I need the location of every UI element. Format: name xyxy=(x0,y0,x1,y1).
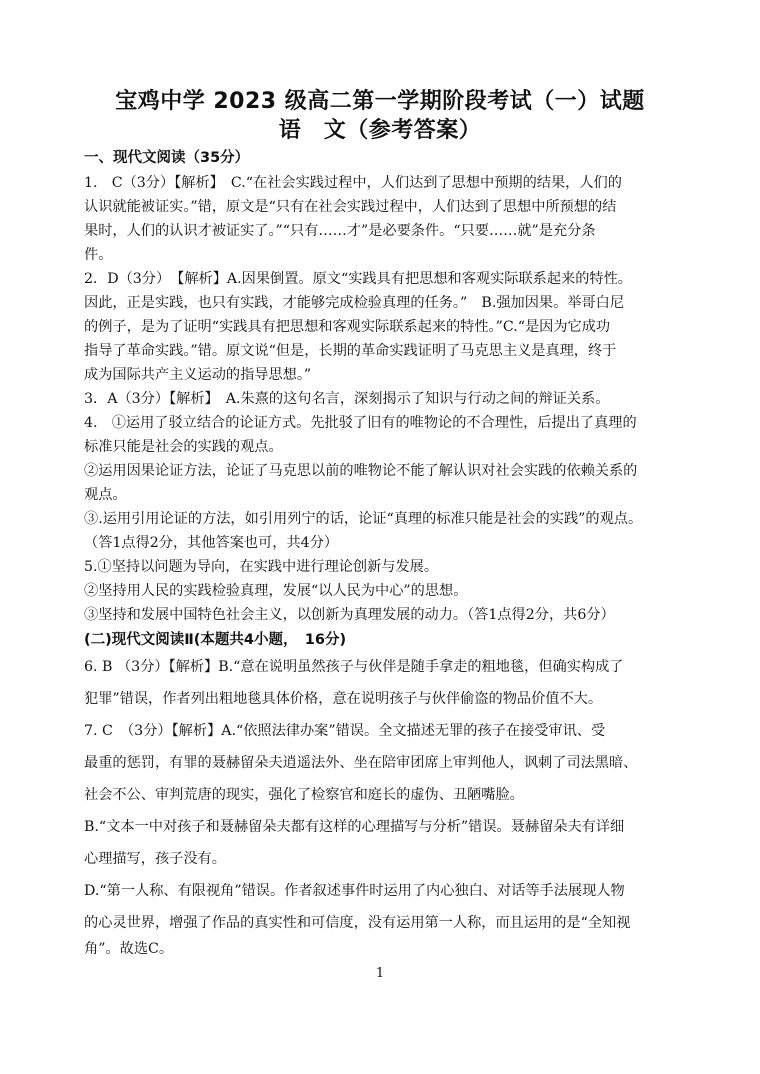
text-line: 指导了革命实践。”错。原文说“但是，长期的革命实践证明了马克思主义是真理，终于 xyxy=(84,343,617,359)
text-line: 成为国际共产主义运动的指导思想。” xyxy=(84,367,312,383)
document-title: 宝鸡中学 2023 级高二第一学期阶段考试（一）试题 xyxy=(115,89,645,114)
text-line: 最重的惩罚，有罪的聂赫留朵夫逍遥法外、坐在陪审团席上审判他人，讽刺了司法黑暗、 xyxy=(84,755,638,771)
section-heading: (二)现代文阅读Ⅱ(本题共4小题， 16分) xyxy=(84,632,347,648)
text-line: ②坚持用人民的实践检验真理，发展“以人民为中心”的思想。 xyxy=(84,583,468,599)
text-line: 犯罪”错误，作者列出粗地毯具体价格，意在说明孩子与伙伴偷盗的物品价值不大。 xyxy=(84,691,603,707)
text-line: ②运用因果论证方法，论证了马克思以前的唯物论不能了解认识对社会实践的依赖关系的 xyxy=(84,463,638,479)
page-number: 1 xyxy=(375,966,385,981)
text-line: 社会不公、审判荒唐的现实，强化了检察官和庭长的虚伪、丑陋嘴脸。 xyxy=(84,787,524,803)
text-line: D.“第一人称、有限视角”错误。作者叙述事件时运用了内心独白、对话等手法展现人物 xyxy=(84,883,625,899)
text-line: 标准只能是社会的实践的观点。 xyxy=(84,439,283,455)
text-line: ③坚持和发展中国特色社会主义，以创新为真理发展的动力。（答1点得2分，共6分） xyxy=(84,607,615,623)
text-line: （答1点得2分，其他答案也可，共4分） xyxy=(84,535,339,551)
text-line: 7. C （3分）【解析】A.“依照法律办案”错误。全文描述无罪的孩子在接受审讯、受 xyxy=(84,723,606,739)
text-line: 件。 xyxy=(84,247,113,263)
text-line: 4. ①运用了驳立结合的论证方式。先批驳了旧有的唯物论的不合理性，后提出了真理的 xyxy=(84,415,637,431)
text-line: ③.运用引用论证的方法，如引用列宁的话，论证“真理的标准只能是社会的实践”的观点。 xyxy=(84,511,643,527)
text-line: 的心灵世界，增强了作品的真实性和可信度，没有运用第一人称，而且运用的是“全知视 xyxy=(84,915,631,931)
text-line: 的例子，是为了证明“实践具有把思想和客观实际联系起来的特性。”C.“是因为它成功 xyxy=(84,319,611,335)
text-line: 认识就能被证实。”错，原文是“只有在社会实践过程中，人们达到了思想中所预想的结 xyxy=(84,199,617,215)
text-line: 观点。 xyxy=(84,487,127,503)
text-line: 3．A（3分）【解析】 A.朱熹的这句名言，深刻揭示了知识与行动之间的辩证关系。 xyxy=(84,391,610,407)
text-line: 1. C（3分）【解析】 C.“在社会实践过程中，人们达到了思想中预期的结果，人们的 xyxy=(84,175,622,191)
text-line: 5.①坚持以问题为导向，在实践中进行理论创新与发展。 xyxy=(84,559,439,575)
section-heading: 一、现代文阅读（35分） xyxy=(84,150,250,166)
text-line: 果时，人们的认识才被证实了。”“只有……才”是必要条件。“只要……就”是充分条 xyxy=(84,223,596,239)
text-line: 心理描写，孩子没有。 xyxy=(84,851,226,867)
text-line: 6. B （3分）【解析】B.“意在说明虽然孩子与伙伴是随手拿走的粗地毯，但确实构成了 xyxy=(84,659,624,675)
text-line: 因此，正是实践，也只有实践，才能够完成检验真理的任务。” B.强加因果。举哥白尼 xyxy=(84,295,625,311)
text-line: 2．D（3分） 【解析】A.因果倒置。原文“实践具有把思想和客观实际联系起来的特性。 xyxy=(84,271,632,287)
text-line: 角”。故选C。 xyxy=(84,941,174,957)
document-subtitle: 语 文（参考答案） xyxy=(278,118,482,143)
text-line: B.“文本一中对孩子和聂赫留朵夫都有这样的心理描写与分析”错误。聂赫留朵夫有详细 xyxy=(84,819,625,835)
